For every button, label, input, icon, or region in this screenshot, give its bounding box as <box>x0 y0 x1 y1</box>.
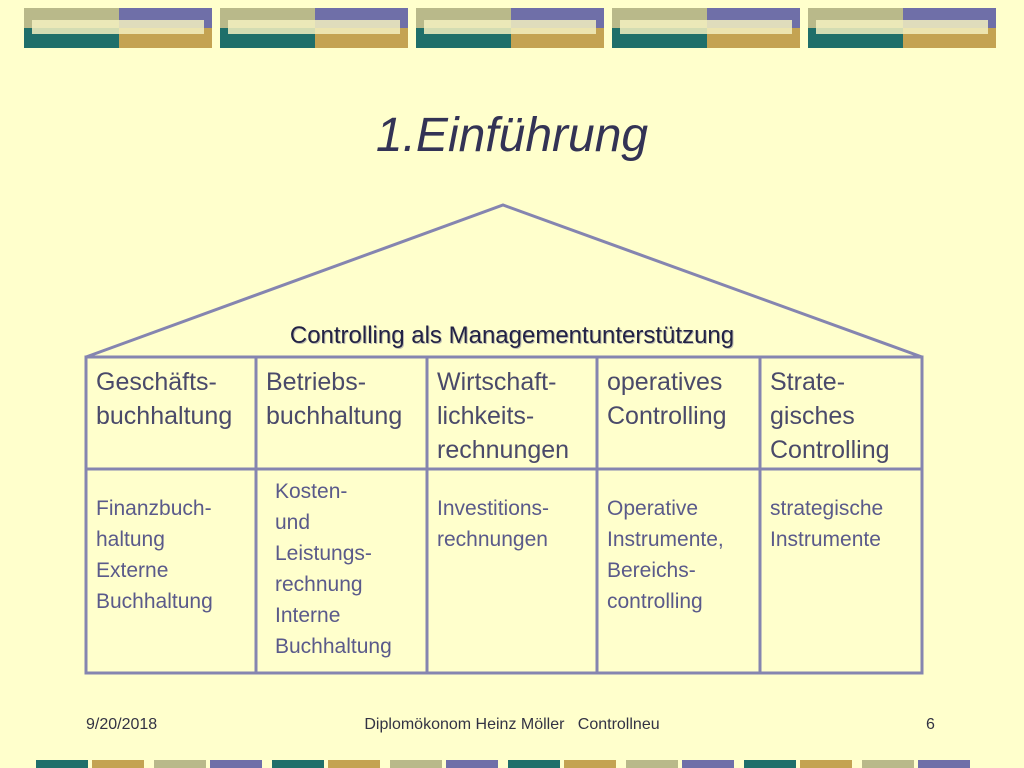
bottom-decoration <box>36 760 996 768</box>
column-detail-geschaeftsbuchhaltung: Finanzbuch- haltung Externe Buchhaltung <box>96 497 213 613</box>
footer-page-number: 6 <box>926 716 935 733</box>
column-heading-strategisches-controlling: Strate- gisches Controlling <box>770 368 890 464</box>
column-detail-betriebsbuchhaltung: Kosten- und Leistungs- rechnung Interne Buchhaltung <box>275 480 392 658</box>
column-heading-geschaeftsbuchhaltung: Geschäfts- buchhaltung <box>96 368 233 430</box>
column-heading-operatives-controlling: operatives Controlling <box>607 368 727 430</box>
footer-author: Diplomökonom Heinz Möller Controllneu <box>364 716 660 733</box>
column-heading-wirtschaftlichkeitsrechnungen: Wirtschaft- lichkeits- rechnungen <box>437 368 570 464</box>
footer-date: 9/20/2018 <box>86 716 158 733</box>
slide-title: 1.Einführung <box>375 109 649 162</box>
column-detail-wirtschaftlichkeitsrechnungen: Investitions- rechnungen <box>437 497 550 551</box>
column-detail-strategisches-controlling: strategische Instrumente <box>770 497 884 551</box>
roof-label: Controlling als Managementunterstützung <box>289 322 735 349</box>
column-heading-betriebsbuchhaltung: Betriebs- buchhaltung <box>266 368 403 430</box>
column-detail-operatives-controlling: Operative Instrumente, Bereichs- controlling <box>607 497 724 613</box>
